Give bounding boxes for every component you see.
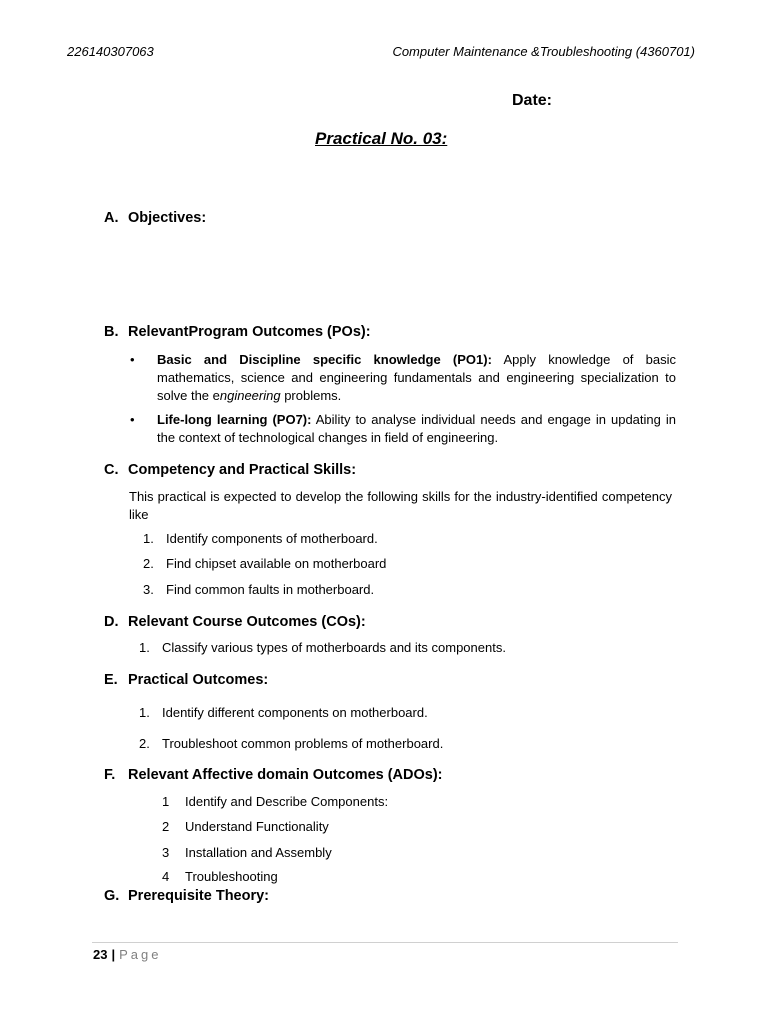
bullet-bold: Life-long learning (PO7): [157,412,312,427]
list-text: Identify and Describe Components: [185,794,389,809]
section-d-heading [104,614,366,630]
list-number: 3 [162,845,170,860]
section-title: Relevant Course Outcomes (COs): [128,614,366,630]
list-item [162,845,332,860]
list-item [143,531,378,546]
section-c-intro: This practical is expected to develop the following skills for the industry-identified competency like [129,489,672,522]
section-title: Relevant Affective domain Outcomes (ADOs): [128,767,443,783]
section-title: RelevantProgram Outcomes (POs): [128,324,371,340]
bullet-text [157,351,676,405]
section-letter: A. [104,210,119,226]
section-f-heading [104,767,443,783]
list-number: 1. [143,531,154,546]
bullet-body: Ability to analyse individual needs and engage in updating in the context of technological changes in field of engineering. [157,412,676,445]
section-letter: E. [104,672,118,688]
section-letter: D. [104,614,119,630]
list-text: Identify components of motherboard. [166,531,378,546]
section-g-heading [104,888,269,904]
page-footer [93,947,161,962]
bullet-dot-icon: • [130,412,135,427]
list-item [139,705,428,720]
section-b-heading [104,324,371,340]
list-number: 1. [139,640,150,655]
list-number: 1. [139,705,150,720]
list-number: 4 [162,869,170,884]
section-title: Prerequisite Theory: [128,888,270,904]
list-text: Installation and Assembly [185,845,332,860]
bullet-body-end: problems. [280,388,342,403]
footer-separator: | [111,947,116,962]
list-number: 1 [162,794,170,809]
section-letter: G. [104,888,120,904]
list-item [139,640,506,655]
bullet-bold: Basic and Discipline specific knowledge (PO1): [157,352,492,367]
list-text: Find common faults in motherboard. [166,582,375,597]
list-item [143,556,386,571]
list-text: Find chipset available on motherboard [166,556,387,571]
section-a-heading [104,210,206,226]
list-text: Classify various types of motherboards and its components. [162,640,506,655]
list-item [139,736,443,751]
list-item [143,582,374,597]
bullet-body: Apply knowledge of basic mathematics, science and engineering fundamentals and engineering specialization to solve the e [157,352,676,403]
page-word: Page [119,947,162,962]
header-left-id: 226140307063 [67,44,154,59]
section-title: Competency and Practical Skills: [128,462,357,478]
bullet-item [130,351,676,405]
bullet-dot-icon: • [130,352,135,367]
list-text: Troubleshoot common problems of motherboard. [162,736,444,751]
list-item [162,819,329,834]
section-c-heading [104,462,356,478]
bullet-item [130,411,676,447]
list-number: 3. [143,582,154,597]
list-item [162,794,388,809]
section-e-heading [104,672,268,688]
list-text: Identify different components on motherboard. [162,705,428,720]
list-item [162,869,278,884]
page-title: Practical No. 03: [315,129,448,148]
section-letter: C. [104,462,119,478]
bullet-text [157,411,676,447]
list-number: 2 [162,819,170,834]
section-letter: B. [104,324,119,340]
date-label: Date: [512,92,553,109]
list-number: 2. [143,556,154,571]
section-letter: F. [104,767,116,783]
list-number: 2. [139,736,150,751]
bullet-italic: ngineering [219,388,281,403]
list-text: Understand Functionality [185,819,329,834]
list-text: Troubleshooting [185,869,278,884]
page-number: 23 [93,947,108,962]
section-title: Practical Outcomes: [128,672,269,688]
header-right-course: Computer Maintenance &Troubleshooting (4360701) [392,44,695,59]
footer-divider [92,942,678,943]
section-title: Objectives: [128,210,207,226]
